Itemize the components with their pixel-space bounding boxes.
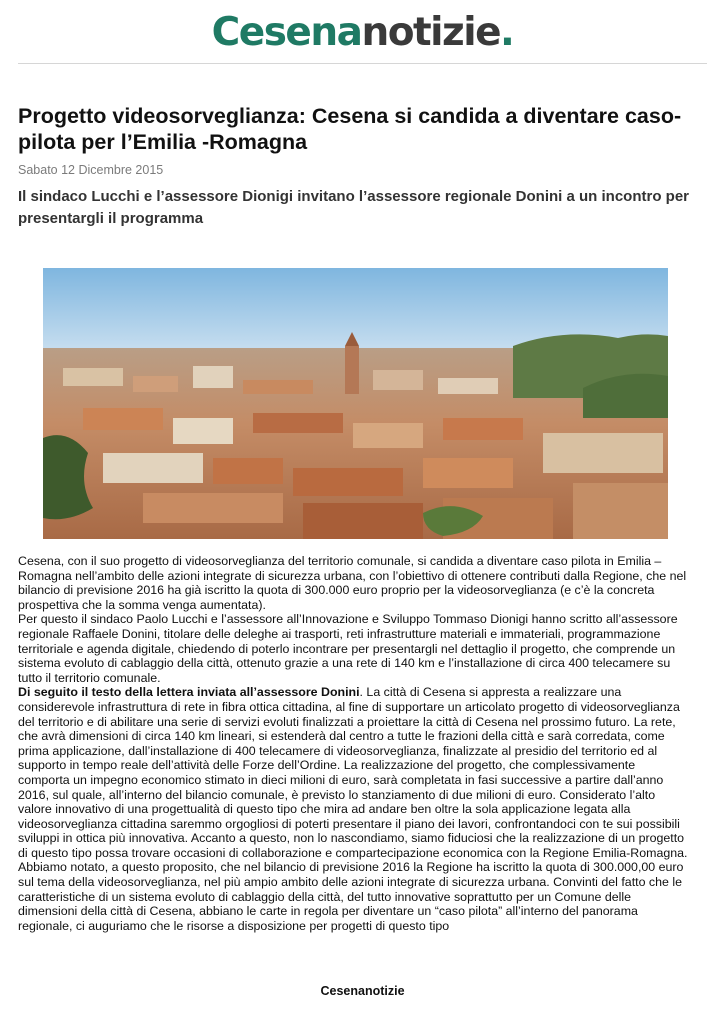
article-body [18,554,688,933]
article-paragraph: Cesena, con il suo progetto di videosorveglianza del territorio comunale, si candida a diventare caso pilota in Emilia – Romagna nell’ambito delle azioni integrate di sicurezza urbana, con l’obiettivo di ottenere contributi dalla Regione, che nel bilancio di previsione 2016 ha già iscritto la quota di 300.000 euro proprio per la videosorveglianza (e c’è la concreta prospettiva che la somma venga aumentata). [18,554,687,612]
footer-site-name: Cesenanotizie [320,984,405,998]
city-panorama-photo [43,268,668,539]
article-paragraph: Per questo il sindaco Paolo Lucchi e l’assessore all’Innovazione e Sviluppo Tommaso Dionigi hanno scritto all’assessore regionale Raffaele Donini, titolare delle deleghe ai trasporti, reti infrastrutture materiali e immateriali, programmazione territoriale e agenda digitale, chiedendo di poterlo incontrare per presentargli nel dettaglio il progetto, che comprende un sistema evoluto di cablaggio della città, ottenuto grazie a una rete di 140 km e l’installazione di circa 400 telecamere su tutto il territorio comunale. [18,612,678,685]
site-logo[interactable]: Cesenanotizie. [211,10,514,55]
article-title: Progetto videosorveglianza: Cesena si candida a diventare caso-pilota per l’Emilia -Romagna [18,104,682,154]
article-subtitle: Il sindaco Lucchi e l’assessore Dionigi invitano l’assessore regionale Donini a un incontro per presentargli il programma [18,188,690,227]
letter-intro-bold: Di seguito il testo della lettera inviata all’assessore Donini [18,685,360,700]
masthead [0,8,725,58]
letter-text: . La città di Cesena si appresta a realizzare una considerevole infrastruttura di rete in fibra ottica cittadina, al fine di supportare un articolato progetto di videosorveglianza del territorio e di abilitare una serie di servizi evoluti finalizzati a proiettare la città di Cesena nel prossimo futuro. La rete, che avrà dimensioni di circa 140 km lineari, si estenderà dal centro a tutte le frazioni della città e sarà corredata, come prima applicazione, dall’installazione di 400 telecamere di videosorveglianza, finalizzate al presidio del territorio ed al supporto in tempo reale dell’attività delle Forze dell’Ordine. La realizzazione del progetto, che complessivamente comporta un impegno economico stimato in dieci milioni di euro, sarà completata in fasi successive a partire dall’anno 2016, sul quale, all’interno del bilancio comunale, è previsto lo stanziamento di due milioni di euro. Considerato l’alto valore innovativo di una progettualità di questo tipo che mira ad andare ben oltre la sola applicazione legata alla videosorveglianza cittadina saremmo orgogliosi di poterti presentare il piano dei lavori, confrontandoci con te sui possibili sviluppi in ottica più innovativa. Accanto a questo, non lo nascondiamo, siamo fiduciosi che la realizzazione di un progetto di questo tipo possa trovare occasioni di collaborazione e compartecipazione economica con la Regione Emilia-Romagna. Abbiamo notato, a questo proposito, che nel bilancio di previsione 2016 la Regione ha iscritto la quota di 300.000,00 euro sul tema della videosorveglianza, nel più ampio ambito delle azioni integrate di sicurezza urbana. Convinti del fatto che le caratteristiche di un sistema evoluto di cablaggio della città, del tutto innovative soprattutto per un Comune delle dimensioni della città di Cesena, abbiano le carte in regola per diventare un “caso pilota” all’interno del panorama regionale, ci auguriamo che le risorse a disposizione per progetti di questo tipo [18,685,688,933]
article-date: Sabato 12 Dicembre 2015 [18,163,164,177]
article-paragraph [18,685,688,933]
header-divider [18,63,707,64]
